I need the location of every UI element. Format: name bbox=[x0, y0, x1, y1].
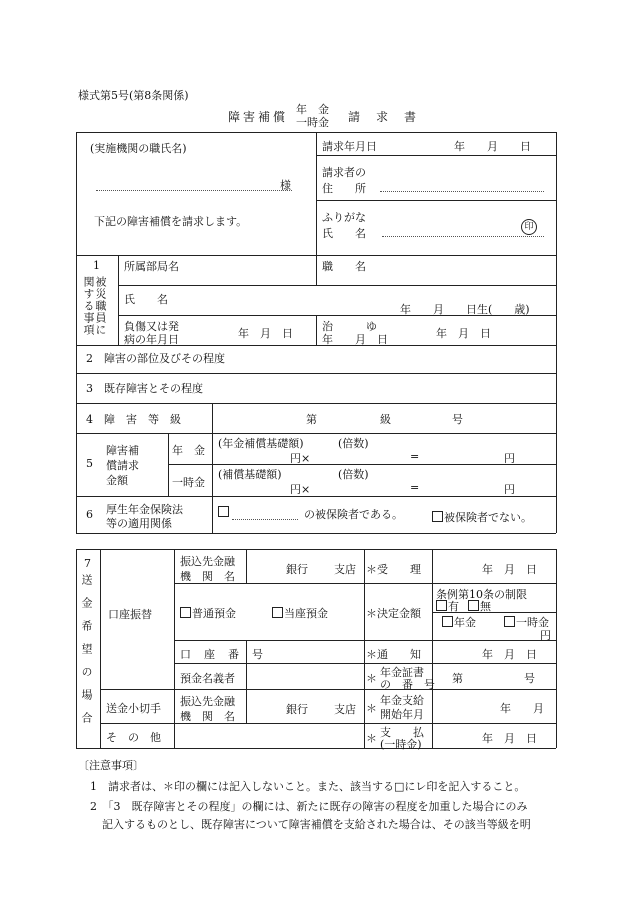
section1-number: 1 bbox=[93, 259, 100, 272]
juri-label: ＊受 理 bbox=[366, 563, 421, 576]
cert-dai: 第 bbox=[452, 672, 463, 685]
title-stack-top: 年 金 bbox=[296, 103, 329, 116]
section6-label-2: 等の適用関係 bbox=[106, 517, 172, 530]
section2-label: 2 障害の部位及びその程度 bbox=[86, 352, 225, 365]
pay-asterisk: ＊ bbox=[366, 732, 377, 745]
injury-date[interactable]: 年 月 日 bbox=[238, 327, 293, 340]
lump-label: 一時金 bbox=[172, 476, 205, 489]
injury-label-2: 病の年月日 bbox=[124, 333, 179, 346]
section7-title: 送金希望の場合 bbox=[80, 574, 93, 735]
note-1: 1 請求者は、＊印の欄には記入しないこと。また、該当する□にレ印を記入すること。 bbox=[90, 780, 526, 793]
lump-equals: = bbox=[410, 481, 420, 494]
address-label-1: 請求者の bbox=[322, 166, 366, 179]
injury-label-1: 負傷又は発 bbox=[124, 320, 179, 333]
section6-label-1: 厚生年金保険法 bbox=[106, 503, 183, 516]
furigana-label: ふりがな bbox=[322, 211, 366, 224]
kogitte-bank-label-1: 振込先金融 bbox=[180, 695, 235, 708]
tsuchi-label: ＊通 知 bbox=[366, 648, 421, 661]
nenkin-label: 年金 bbox=[454, 616, 476, 629]
cure-label-2: 年 月 日 bbox=[322, 333, 388, 346]
account-number-label: 口 座 番 号 bbox=[180, 648, 264, 661]
dept-label: 所属部局名 bbox=[124, 260, 179, 273]
tsuchi-date[interactable]: 年 月 日 bbox=[482, 648, 537, 661]
bank-label-2: 機 関 名 bbox=[180, 570, 235, 583]
note-2-line-2: 記入するものとし、既存障害について障害補償を支給された場合は、その該当等級を明 bbox=[102, 818, 531, 831]
seal-mark-icon: 印 bbox=[521, 219, 537, 235]
futsu-label: 普通預金 bbox=[192, 607, 236, 620]
title-right: 請 求 書 bbox=[348, 110, 419, 124]
pay-label-2: (一時金) bbox=[380, 738, 422, 751]
nashi-checkbox[interactable] bbox=[468, 600, 479, 611]
bank-label-1: 振込先金融 bbox=[180, 555, 235, 568]
request-date-label: 請求年月日 bbox=[322, 140, 377, 153]
koza-furikae-label: 口座振替 bbox=[108, 608, 152, 621]
cert-label-1: 年金証書 bbox=[380, 666, 424, 679]
pay-label-1: 支 払 bbox=[380, 726, 424, 739]
title-stack-bottom: 一時金 bbox=[296, 116, 329, 129]
cert-asterisk: ＊ bbox=[366, 672, 377, 685]
request-date-value[interactable]: 年 月 日 bbox=[454, 140, 531, 153]
grade-kyu: 級 bbox=[380, 413, 391, 426]
section1-title: 被災職員に関する事項 bbox=[82, 276, 107, 336]
request-text: 下記の障害補償を請求します。 bbox=[94, 215, 248, 228]
toza-label: 当座預金 bbox=[284, 607, 328, 620]
org-input-line[interactable] bbox=[96, 190, 292, 191]
pay-date[interactable]: 年 月 日 bbox=[482, 732, 537, 745]
cure-label-1: 治 ゆ bbox=[322, 320, 377, 333]
section5-label-1: 障害補 bbox=[106, 444, 139, 457]
job-label: 職 名 bbox=[322, 260, 366, 273]
account-holder-label: 預金名義者 bbox=[180, 672, 235, 685]
ari-checkbox[interactable] bbox=[436, 600, 447, 611]
sonota-label: そ の 他 bbox=[106, 731, 161, 744]
juri-date[interactable]: 年 月 日 bbox=[482, 563, 537, 576]
cert-label-2: の 番 号 bbox=[380, 678, 435, 691]
kogitte-bank-label-2: 機 関 名 bbox=[180, 710, 235, 723]
kettei-label: ＊決定金額 bbox=[366, 607, 421, 620]
insured-checkbox[interactable] bbox=[218, 506, 229, 517]
section6-number: 6 bbox=[86, 508, 93, 521]
nashi-label: 無 bbox=[480, 600, 491, 613]
name-label: 氏 名 bbox=[322, 227, 366, 240]
nenkin-checkbox[interactable] bbox=[442, 616, 453, 627]
not-insured-checkbox[interactable] bbox=[432, 511, 443, 522]
pension-label: 年 金 bbox=[172, 444, 205, 457]
form-number: 様式第5号(第8条関係) bbox=[78, 89, 189, 102]
section5-number: 5 bbox=[86, 457, 93, 470]
bank-ginko[interactable]: 銀行 bbox=[286, 563, 308, 576]
note-2-line-1: 2 「3 既存障害とその程度」の欄には、新たに既存の障害の程度を加重した場合にのみ bbox=[90, 800, 528, 813]
start-asterisk: ＊ bbox=[366, 702, 377, 715]
section3-label: 3 既存障害とその程度 bbox=[86, 382, 203, 395]
kogitte-ginko[interactable]: 銀行 bbox=[286, 703, 308, 716]
grade-dai: 第 bbox=[306, 413, 317, 426]
start-label-2: 開始年月 bbox=[380, 708, 424, 721]
address-label-2: 住 所 bbox=[322, 182, 366, 195]
kogitte-shiten[interactable]: 支店 bbox=[334, 703, 356, 716]
org-label: (実施機関の職氏名) bbox=[90, 142, 187, 155]
insured-text: の被保険者である。 bbox=[304, 508, 403, 521]
cert-go: 号 bbox=[524, 672, 535, 685]
name-input-line[interactable] bbox=[382, 236, 544, 237]
lump-yen: 円 bbox=[504, 483, 515, 496]
notes-heading: 〔注意事項〕 bbox=[78, 759, 144, 772]
pension-equals: = bbox=[410, 450, 420, 463]
ichiji-label: 一時金 bbox=[516, 616, 549, 629]
kogitte-label: 送金小切手 bbox=[106, 702, 161, 715]
ichiji-checkbox[interactable] bbox=[504, 616, 515, 627]
section5-label-2: 償請求 bbox=[106, 459, 139, 472]
start-value[interactable]: 年 月 bbox=[500, 702, 544, 715]
birth-date[interactable]: 年 月 日生( 歳) bbox=[400, 303, 530, 316]
pension-base-label: (年金補償基礎額) bbox=[218, 437, 304, 450]
grade-go: 号 bbox=[452, 413, 463, 426]
lump-yen-x: 円× bbox=[290, 483, 311, 496]
insurance-name-line[interactable] bbox=[232, 519, 298, 520]
not-insured-text: 被保険者でない。 bbox=[444, 511, 532, 524]
cure-date[interactable]: 年 月 日 bbox=[436, 327, 491, 340]
toza-checkbox[interactable] bbox=[272, 607, 283, 618]
jorei-label: 条例第10条の制限 bbox=[436, 588, 527, 601]
kettei-yen: 円 bbox=[540, 629, 551, 642]
pension-multiplier-label: (倍数) bbox=[338, 437, 369, 450]
victim-name-label: 氏 名 bbox=[124, 293, 168, 306]
bank-shiten[interactable]: 支店 bbox=[334, 563, 356, 576]
start-label-1: 年金支給 bbox=[380, 694, 424, 707]
lump-base-label: (補償基礎額) bbox=[218, 468, 282, 481]
sama-label: 様 bbox=[280, 179, 291, 192]
futsu-checkbox[interactable] bbox=[180, 607, 191, 618]
address-input-line[interactable] bbox=[380, 191, 544, 192]
lump-multiplier-label: (倍数) bbox=[338, 468, 369, 481]
ari-label: 有 bbox=[448, 600, 459, 613]
section7-number: 7 bbox=[84, 557, 91, 570]
section4-label: 4 障 害 等 級 bbox=[86, 413, 181, 426]
pension-yen: 円 bbox=[504, 452, 515, 465]
pension-yen-x: 円× bbox=[290, 452, 311, 465]
title-left: 障害補償 bbox=[228, 110, 289, 124]
section5-label-3: 金額 bbox=[106, 474, 128, 487]
